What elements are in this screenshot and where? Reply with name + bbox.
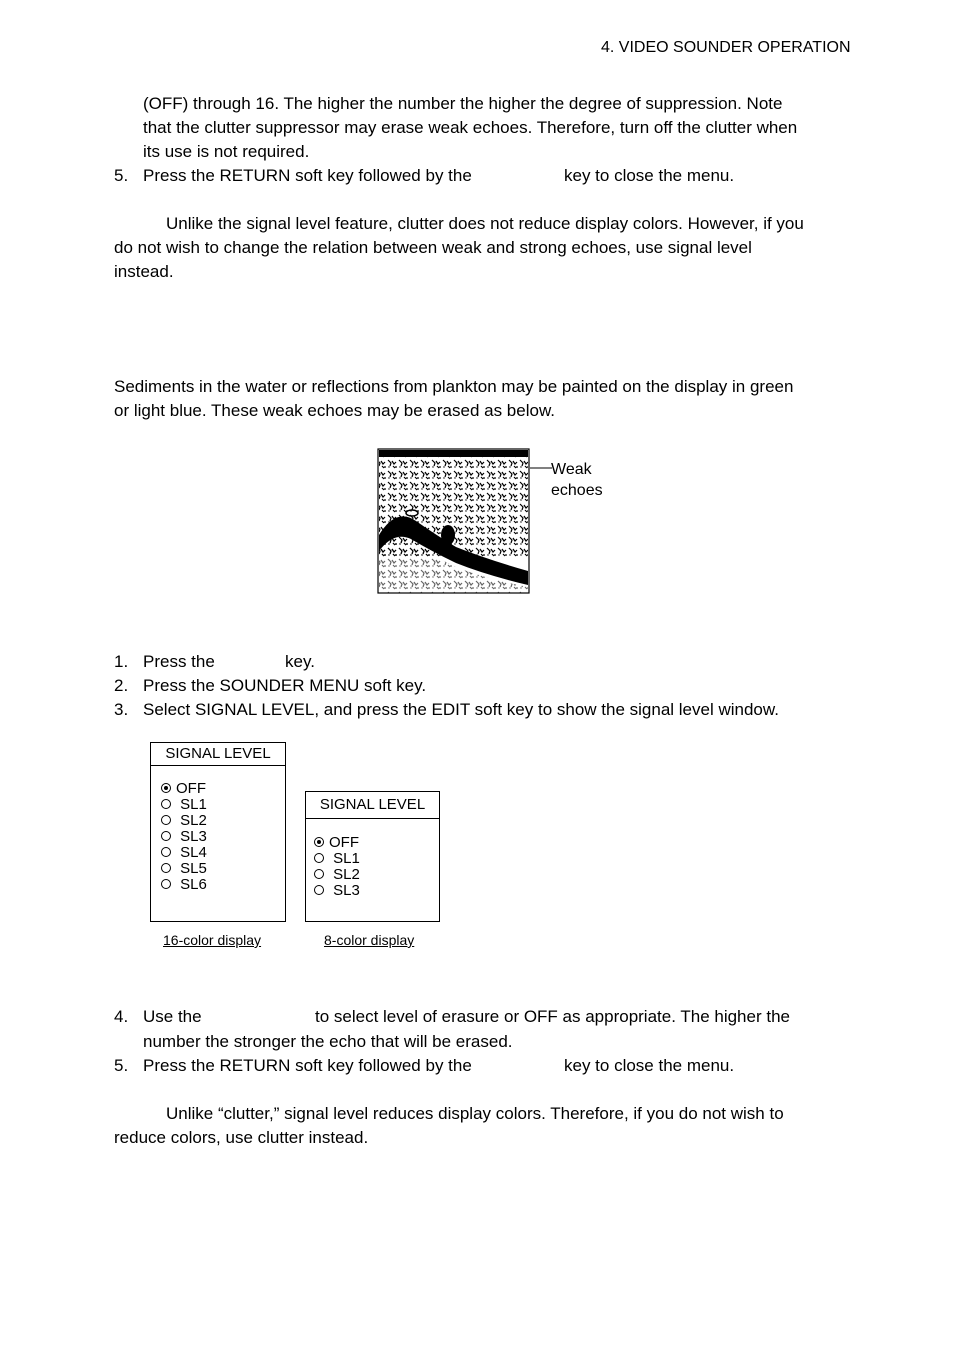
- radio-icon: [161, 879, 171, 889]
- clutter-text-line-3: its use is not required.: [143, 142, 310, 161]
- radio-icon: [314, 885, 324, 895]
- radio-icon: [314, 869, 324, 879]
- option-label: SL4: [180, 844, 207, 861]
- option-label: SL1: [333, 850, 360, 867]
- option-label: OFF: [329, 834, 359, 851]
- option-sl4[interactable]: [161, 845, 207, 861]
- signal-intro-line-1: Sediments in the water or reflections from plankton may be painted on the display in green: [114, 377, 794, 396]
- option-sl1[interactable]: [314, 851, 360, 867]
- radio-icon: [161, 799, 171, 809]
- option-label: SL3: [333, 882, 360, 899]
- option-sl6[interactable]: [161, 877, 207, 893]
- signal-step2-text: Press the SOUNDER MENU soft key.: [143, 676, 427, 695]
- signal-step4-text-a: Use the: [143, 1007, 202, 1026]
- option-sl3[interactable]: [314, 883, 360, 899]
- signal-step1-text-b: key.: [285, 652, 315, 671]
- radio-icon: [161, 863, 171, 873]
- clutter-step5-text-a: Press the RETURN soft key followed by the: [143, 166, 472, 185]
- clutter-text-line-1: (OFF) through 16. The higher the number the higher the degree of suppression. Note: [143, 94, 783, 113]
- signal-step5-number: 5.: [114, 1056, 129, 1075]
- clutter-note-line-1: Unlike the signal level feature, clutter does not reduce display colors. However, if you: [166, 214, 804, 233]
- option-sl1[interactable]: [161, 797, 207, 813]
- section-header: 4. VIDEO SOUNDER OPERATION: [601, 39, 851, 56]
- clutter-step5-text-b: key to close the menu.: [564, 166, 735, 185]
- figure-label-weak: Weak: [551, 461, 592, 478]
- option-sl5[interactable]: [161, 861, 207, 877]
- weak-echoes-figure: [376, 447, 532, 595]
- signal-note-line-2: reduce colors, use clutter instead.: [114, 1128, 369, 1147]
- option-label: OFF: [176, 780, 206, 797]
- radio-selected-icon: [161, 783, 171, 793]
- option-label: SL3: [180, 828, 207, 845]
- caption-16color: 16-color display: [163, 932, 262, 948]
- radio-selected-icon: [314, 837, 324, 847]
- clutter-step5-number: 5.: [114, 166, 129, 185]
- caption-8color: 8-color display: [324, 932, 415, 948]
- option-label: SL5: [180, 860, 207, 877]
- signal-step4-text-c: number the stronger the echo that will be erased.: [143, 1032, 513, 1051]
- clutter-note-line-2: do not wish to change the relation between weak and strong echoes, use signal level: [114, 238, 752, 257]
- option-label: SL1: [180, 796, 207, 813]
- window-title: SIGNAL LEVEL: [151, 743, 285, 766]
- radio-icon: [161, 847, 171, 857]
- option-sl2[interactable]: [161, 813, 207, 829]
- signal-step1-number: 1.: [114, 652, 129, 671]
- option-off[interactable]: [161, 781, 206, 797]
- signal-step5-text-b: key to close the menu.: [564, 1056, 735, 1075]
- option-off[interactable]: [314, 835, 359, 851]
- radio-icon: [314, 853, 324, 863]
- signal-level-window-8color: [305, 791, 440, 922]
- signal-step3-number: 3.: [114, 700, 129, 719]
- option-sl3[interactable]: [161, 829, 207, 845]
- signal-step2-number: 2.: [114, 676, 129, 695]
- option-label: SL2: [333, 866, 360, 883]
- signal-step4-number: 4.: [114, 1007, 129, 1026]
- signal-step5-text-a: Press the RETURN soft key followed by the: [143, 1056, 472, 1075]
- clutter-note-line-3: instead.: [114, 262, 174, 281]
- signal-step4-text-b: to select level of erasure or OFF as appropriate. The higher the: [315, 1007, 790, 1026]
- signal-step3-text: Select SIGNAL LEVEL, and press the EDIT soft key to show the signal level window.: [143, 700, 779, 719]
- signal-note-line-1: Unlike “clutter,” signal level reduces display colors. Therefore, if you do not wish to: [166, 1104, 784, 1123]
- radio-icon: [161, 815, 171, 825]
- signal-step1-text-a: Press the: [143, 652, 215, 671]
- option-sl2[interactable]: [314, 867, 360, 883]
- option-label: SL6: [180, 876, 207, 893]
- figure-label-echoes: echoes: [551, 482, 603, 499]
- window-title: SIGNAL LEVEL: [306, 792, 439, 819]
- radio-icon: [161, 831, 171, 841]
- signal-intro-line-2: or light blue. These weak echoes may be erased as below.: [114, 401, 556, 420]
- signal-level-window-16color: [150, 742, 286, 922]
- option-label: SL2: [180, 812, 207, 829]
- clutter-text-line-2: that the clutter suppressor may erase weak echoes. Therefore, turn off the clutter when: [143, 118, 798, 137]
